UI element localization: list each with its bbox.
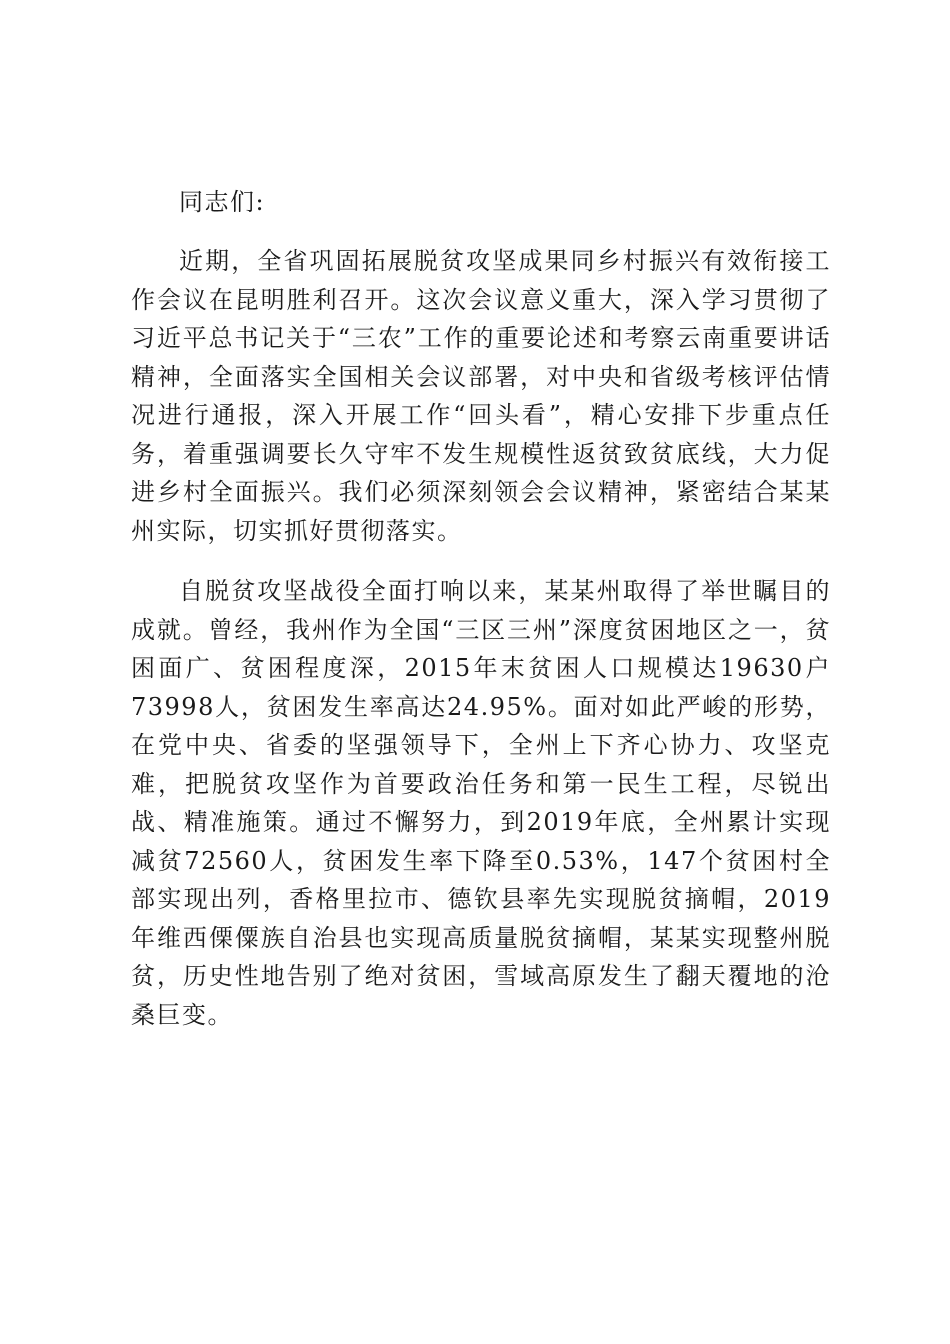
salutation: 同志们: bbox=[179, 188, 266, 216]
paragraph-poverty-achievements: 自脱贫攻坚战役全面打响以来，某某州取得了举世瞩目的成就。曾经，我州作为全国“三区三州”深度贫困地区之一，贫困面广、贫困程度深，2015年末贫困人口规模达19630户73998人，贫困发生率高达24.95%。面对如此严峻的形势，在党中央、省委的坚强领导下，全州上下齐心协力、攻坚克难，把脱贫攻坚作为首要政治任务和第一民生工程，尽锐出战、精准施策。通过不懈努力，到2019年底，全州累计实现减贫72560人，贫困发生率下降至0.53%，147个贫困村全部实现出列，香格里拉市、德钦县率先实现脱贫摘帽，2019年维西傈僳族自治县也实现高质量脱贫摘帽，某某实现整州脱贫，历史性地告别了绝对贫困，雪域高原发生了翻天覆地的沧桑巨变。 bbox=[131, 577, 831, 1029]
document-body bbox=[131, 182, 831, 1034]
paragraph-meeting-summary: 近期，全省巩固拓展脱贫攻坚成果同乡村振兴有效衔接工作会议在昆明胜利召开。这次会议意义重大，深入学习贯彻了习近平总书记关于“三农”工作的重要论述和考察云南重要讲话精神，全面落实全国相关会议部署，对中央和省级考核评估情况进行通报，深入开展工作“回头看”，精心安排下步重点任务，着重强调要长久守牢不发生规模性返贫致贫底线，大力促进乡村全面振兴。我们必须深刻领会会议精神，紧密结合某某州实际，切实抓好贯彻落实。 bbox=[131, 247, 831, 545]
